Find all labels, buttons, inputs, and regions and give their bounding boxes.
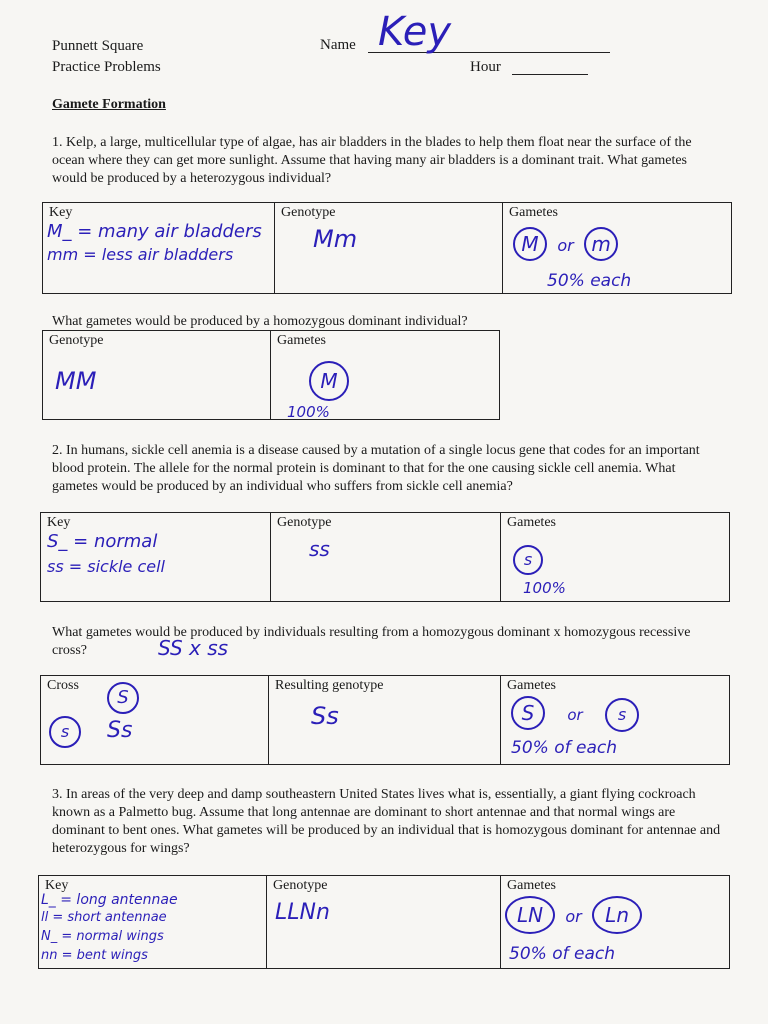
q1t2-genotype-label: Genotype [49, 333, 104, 348]
q1t2-gametes-label: Gametes [277, 333, 326, 348]
q2-gamete: s [513, 545, 543, 575]
worksheet-title [52, 36, 161, 78]
q2t2-resulting-value: Ss [311, 702, 339, 730]
q1t2-genotype-value: MM [55, 367, 97, 395]
q1-gamete-a: M [513, 227, 547, 261]
q2t2-gametes-answer [511, 696, 639, 732]
q2-sub-answer: SS x ss [158, 636, 229, 660]
q1-text: 1. Kelp, a large, multicellular type of algae, has air bladders in the blades to help them float near the surface of the ocean where they can get more sunlight. Assume that having many air bladders is a dominant trait. What gametes would be produced by a heterozygous individual? [52, 135, 692, 186]
q1-table2 [42, 330, 500, 420]
q3-percent: 50% of each [509, 944, 615, 964]
q3-or: or [565, 907, 582, 926]
q2t2-gamete-a: S [511, 696, 545, 730]
q1-key-label: Key [49, 205, 73, 220]
q2t2-cross-left: s [49, 716, 81, 748]
q3-gamete-b: Ln [592, 896, 642, 934]
q2t2-resulting-label: Resulting genotype [275, 678, 384, 693]
q2-key-cell [41, 513, 271, 601]
q2t2-gametes-label: Gametes [507, 678, 556, 693]
q2-table2 [40, 675, 730, 765]
q3-key-line2: ll = short antennae [41, 910, 167, 925]
q2-percent: 100% [523, 579, 566, 597]
q2-genotype-cell [271, 513, 501, 601]
q2-key-label: Key [47, 515, 71, 530]
q2-gametes-cell [501, 513, 729, 601]
hour-label: Hour [470, 59, 501, 75]
q2t2-resulting-cell [269, 676, 501, 764]
q1t2-percent: 100% [287, 403, 330, 421]
q1-or: or [557, 236, 574, 255]
q1t2-gametes-cell [271, 331, 499, 419]
q2t2-percent: 50% of each [511, 738, 617, 758]
q3-table [38, 875, 730, 969]
q1-gametes-answer [513, 227, 618, 261]
q2-table [40, 512, 730, 602]
q2-sub-question: What gametes would be produced by individuals resulting from a homozygous dominant x homozygous recessive cross? [52, 625, 691, 658]
q2-text: 2. In humans, sickle cell anemia is a disease caused by a mutation of a single locus gene that codes for an important blood protein. The allele for the normal protein is dominant to that for the one causing sickle cell anemia. What gametes would be produced by an individual who suffers from sickle cell anemia? [52, 443, 700, 494]
q2-genotype-label: Genotype [277, 515, 332, 530]
q3-key-line1: L_ = long antennae [41, 892, 178, 908]
q2t2-gamete-b: s [605, 698, 639, 732]
q2-genotype-value: ss [309, 537, 330, 561]
q3-key-cell [39, 876, 267, 968]
q2t2-cross-top: S [107, 682, 139, 714]
q1t2-gamete: M [309, 361, 349, 401]
q3-key-line3: N_ = normal wings [41, 929, 164, 944]
q1-key-cell [43, 203, 275, 293]
q1t2-genotype-cell [43, 331, 271, 419]
q1-key-line1: M_ = many air bladders [47, 221, 262, 242]
q1-gametes-label: Gametes [509, 205, 558, 220]
q3-gamete-a: LN [505, 896, 555, 934]
q1-genotype-value: Mm [313, 225, 358, 253]
q3-genotype-value: LLNn [275, 900, 330, 925]
q3-gametes-label: Gametes [507, 878, 556, 893]
title-line-2: Practice Problems [52, 59, 161, 75]
q3-gametes-cell [501, 876, 729, 968]
q2t2-gametes-cell [501, 676, 729, 764]
q2t2-cross-cell [41, 676, 269, 764]
q1-sub-question: What gametes would be produced by a homozygous dominant individual? [52, 314, 468, 329]
q1-percent: 50% each [547, 271, 632, 291]
name-label: Name [320, 37, 356, 53]
q2t2-or: or [567, 706, 583, 724]
title-line-1: Punnett Square [52, 38, 144, 54]
q2-gametes-label: Gametes [507, 515, 556, 530]
q1-gamete-b: m [584, 227, 618, 261]
q3-text: 3. In areas of the very deep and damp southeastern United States lives what is, essentially, a giant flying cockroach known as a Palmetto bug. Assume that long antennae are dominant to short antennae and that normal wings are dominant to bent ones. What gametes will be produced by an individual that is homozygous dominant for antennae and heterozygous for wings? [52, 787, 721, 856]
q1-genotype-label: Genotype [281, 205, 336, 220]
name-value: Key [378, 9, 452, 55]
q1-key-line2: mm = less air bladders [47, 245, 234, 264]
q3-key-label: Key [45, 878, 69, 893]
q3-genotype-cell [267, 876, 501, 968]
q3-genotype-label: Genotype [273, 878, 328, 893]
q3-key-line4: nn = bent wings [41, 948, 148, 963]
q2-key-line2: ss = sickle cell [47, 557, 165, 576]
q2t2-cross-result: Ss [107, 718, 133, 743]
q3-gametes-answer [505, 896, 642, 934]
q1-genotype-cell [275, 203, 503, 293]
q1-gametes-cell [503, 203, 731, 293]
q2t2-cross-label: Cross [47, 678, 79, 693]
q2-key-line1: S_ = normal [47, 531, 158, 552]
section-title: Gamete Formation [52, 97, 166, 112]
q1-table [42, 202, 732, 294]
hour-line [512, 74, 588, 75]
